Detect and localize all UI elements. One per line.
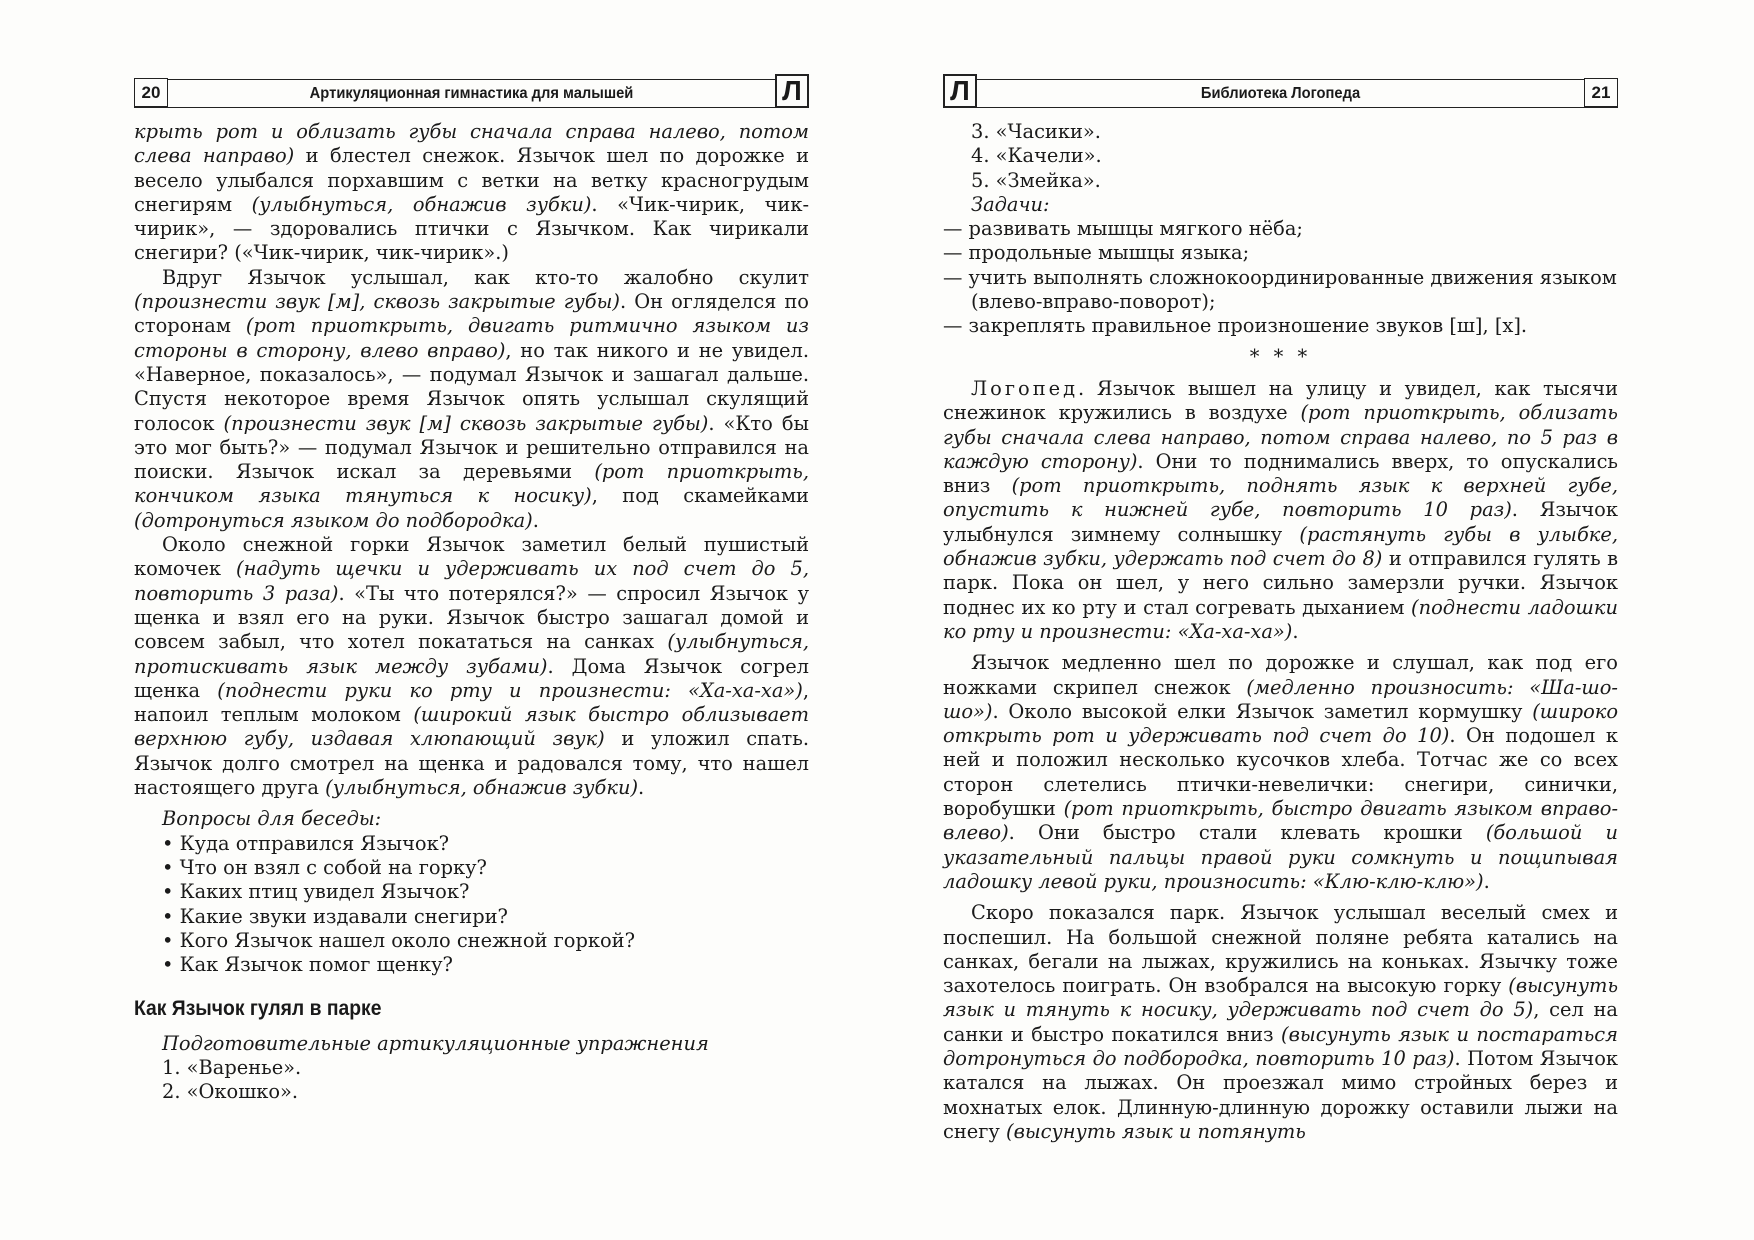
paragraph: Вдруг Язычок услышал, как кто-то жалобно скулит (произнести звук [м], сквозь закрытые губы). Он огляделся по сторонам (рот приоткрыть, двигать ритмично языком из стороны в сторону, влево вправо), но так никого и не увидел. «Наверное, показалось», — подумал Язычок и зашагал дальше. Спустя некоторое время Язычок опять услышал скулящий голосок (произнести звук [м] сквозь закрытые губы). «Кто бы это мог быть?» — подумал Язычок и решительно отправился на поиски. Язычок искал за деревьями (рот приоткрыть, кончиком языка тянуться к носику), под скамейками (дотронуться языком до подбородка). <box>134 265 810 532</box>
list-item: • Какие звуки издавали снегири? <box>162 905 809 929</box>
right-header-title: Библиотека Логопеда <box>1200 85 1361 102</box>
list-item: — развивать мышцы мягкого нёба; <box>943 217 1303 241</box>
list-item: • Что он взял с собой на горку? <box>162 856 809 880</box>
list-item: • Как Язычок помог щенку? <box>162 953 809 977</box>
right-running-header <box>943 74 1618 108</box>
list-item: 1. «Варенье». <box>162 1055 302 1079</box>
left-body-text <box>134 120 809 1105</box>
prep-title: Подготовительные артикуляционные упражнения <box>162 1031 709 1055</box>
list-item: — закреплять правильное произношение звуков [ш], [х]. <box>943 314 1528 338</box>
list-item: 2. «Окошко». <box>162 1080 299 1104</box>
section-title: Как Язычок гулял в парке <box>134 997 382 1021</box>
list-item: 5. «Змейка». <box>971 168 1101 192</box>
left-page-number: 20 <box>134 78 168 107</box>
left-page <box>134 74 809 1105</box>
paragraph: Около снежной горки Язычок заметил белый пушистый комочек (надуть щечки и удерживать их под счет до 5, повторить 3 раза). «Ты что потерялся?» — спросил Язычок у щенка и взял его на руки. Язычок быстро зашагал домой и совсем забыл, что хотел покататься на санках (улыбнуться, протискивать язык между зубами). Дома Язычок согрел щенка (поднести руки ко рту и произнести: «Ха-ха-ха»), напоил теплым молоком (широкий язык быстро облизывает верхнюю губу, издавая хлюпающий звук) и уложил спать. Язычок долго смотрел на щенка и радовался тому, что нашел настоящего друга (улыбнуться, обнажив зубки). <box>134 533 809 800</box>
list-item: • Куда отправился Язычок? <box>162 832 809 856</box>
speaker-label: Логопед <box>971 376 1079 400</box>
paragraph: Скоро показался парк. Язычок услышал веселый смех и поспешил. На большой снежной поляне ребята катались на санках, бегали на лыжах, кружились на коньках. Язычку тоже захотелось поиграть. Он взобрался на высокую горку (высунуть язык и тянуть к носику, удерживать под счет до 5), сел на санки и быстро покатился вниз (высунуть язык и постараться дотронуться до подбородка, повторить 10 раз). Потом Язычок катался на лыжах. Он проезжал мимо стройных берез и мохнатых елок. Длинную-длинную дорожку оставили лыжи на снегу (высунуть язык и потянуть <box>943 901 1619 1143</box>
section-divider: * * * <box>1249 344 1312 368</box>
questions-list <box>134 832 809 978</box>
list-item: — учить выполнять сложнокоординированные движения языком (влево-вправо-поворот); <box>943 265 1617 314</box>
right-page-number: 21 <box>1584 78 1618 107</box>
list-item: 4. «Качели». <box>971 144 1102 168</box>
list-item: • Каких птиц увидел Язычок? <box>162 880 809 904</box>
right-page <box>943 74 1618 1144</box>
left-running-header <box>134 74 809 108</box>
tasks-title: Задачи: <box>971 192 1050 216</box>
paragraph: крыть рот и облизать губы сначала справа налево, потом слева направо) и блестел снежок. Язычок шел по дорожке и весело улыбался порхавшим с ветки на ветку красногрудым снегирям (улыбнуться, обнажив зубки). «Чик-чирик, чик-чирик», — здоровались птички с Язычком. Как чирикали снегири? («Чик-чирик, чик-чирик».) <box>134 120 809 265</box>
questions-title: Вопросы для беседы: <box>162 807 382 831</box>
list-item: • Кого Язычок нашел около снежной горкой? <box>162 929 809 953</box>
logo-letter-icon: Л <box>775 74 809 108</box>
left-header-title: Артикуляционная гимнастика для малышей <box>309 85 634 102</box>
paragraph: Логопед. Язычок вышел на улицу и увидел, как тысячи снежинок кружились в воздухе (рот приоткрыть, облизать губы сначала слева направо, потом справа налево, по 5 раз в каждую сторону). Они то поднимались вверх, то опускались вниз (рот приоткрыть, поднять язык к верхней губе, опустить к нижней губе, повторить 10 раз). Язычок улыбнулся зимнему солнышку (растянуть губы в улыбке, обнажив зубки, удержать под счет до 8) и отправился гулять в парк. Пока он шел, у него сильно замерзли ручки. Язычок поднес их ко рту и стал согревать дыханием (поднести ладошки ко рту и произнести: «Ха-ха-ха»). <box>943 376 1619 643</box>
list-item: — продольные мышцы языка; <box>943 241 1250 265</box>
list-item: 3. «Часики». <box>971 120 1101 143</box>
logo-letter-icon: Л <box>943 74 977 108</box>
paragraph: Язычок медленно шел по дорожке и слушал, как под его ножками скрипел снежок (медленно произносить: «Ша-шо-шо»). Около высокой елки Язычок заметил кормушку (широко открыть рот и удерживать под счет до 10). Он подошел к ней и положил несколько кусочков хлеба. Тотчас же со всех сторон слетелись птички-невелички: снегири, синички, воробушки (рот приоткрыть, быстро двигать языком вправо-влево). Они быстро стали клевать крошки (большой и указательный пальцы правой руки сомкнуть и пощипывая ладошку левой руки, произносить: «Клю-клю-клю»). <box>943 651 1618 893</box>
right-body-text <box>943 120 1618 1144</box>
